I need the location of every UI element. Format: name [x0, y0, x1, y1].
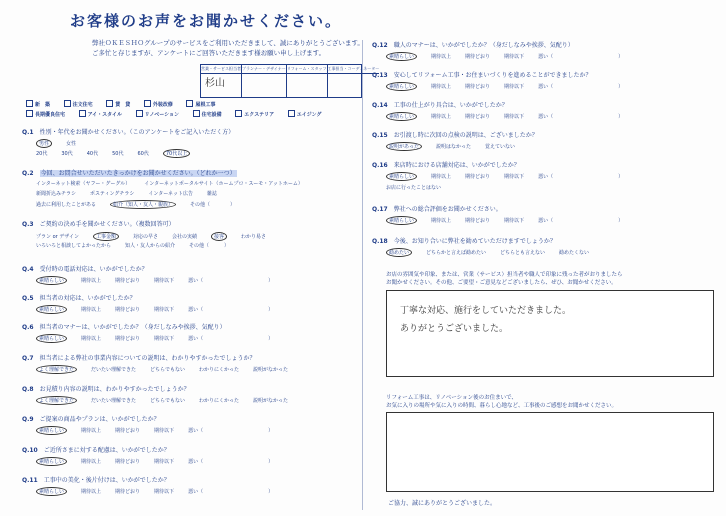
- rating-option[interactable]: 素晴らしい: [36, 276, 67, 285]
- rating-option[interactable]: 期待以上: [431, 218, 452, 224]
- question-q8: Q.8 お見積り内容の説明は、わかりやすかったでしょうか？: [22, 386, 190, 393]
- intro-text: 弊社ＯＫＥＳＨＯグループのサービスをご利用いただきまして、誠にありがとうございます。 ご多忙と存じますが、アンケートにご回答いただきます様お願い申し上げます。: [92, 39, 364, 57]
- rating-option[interactable]: だいたい理解できた: [91, 398, 137, 404]
- checkbox[interactable]: [186, 100, 193, 107]
- rating-options: [386, 172, 637, 181]
- category-checkboxes: 新 築 注文住宅 賃 貸 外装改修 屋根工事 長期優良住宅 アイ・スタイル リノベーション 住宅設備 エクステリア エイジング: [26, 100, 334, 120]
- rating-option[interactable]: 期待以上: [431, 84, 452, 90]
- rating-option[interactable]: 期待以上: [81, 307, 102, 313]
- comment1-handwriting-1: 丁寧な対応、施行をしていただきました。: [400, 306, 572, 316]
- rating-option[interactable]: 期待どおり: [465, 218, 491, 224]
- q2-row-2: 新聞折込みチラシ ポスティングチラシ インターネット広告 雑誌: [36, 191, 217, 197]
- rating-option[interactable]: 期待以上: [81, 278, 102, 284]
- q1-ages: 20代 30代 40代 50代 60代 70代以上: [36, 149, 204, 158]
- rating-option[interactable]: 悪い（ ）: [538, 114, 624, 120]
- rating-option[interactable]: 悪い（ ）: [188, 428, 274, 434]
- column-divider: [362, 40, 363, 510]
- rating-options: [36, 334, 287, 343]
- question-q18: Q.18 今後、お知り合いに弊社を勧めていただけますでしょうか？: [372, 238, 556, 245]
- checkbox[interactable]: [144, 100, 151, 107]
- rating-option[interactable]: 期待以上: [431, 114, 452, 120]
- question-q11: Q.11 工事中の美化・後片付けは、いかがでしたか？: [22, 477, 170, 484]
- question-q3: Q.3 ご契約の決め手を聞かせください。（複数回答可）: [22, 221, 175, 228]
- rating-option[interactable]: どちらでもない: [150, 398, 185, 404]
- staff-table: 営業・サービス担当者 杉山 プランナー・デザイナー リフォーム・スタッフ 工事担当・コーディネーター: [200, 64, 362, 98]
- rating-option[interactable]: 期待どおり: [115, 489, 141, 495]
- question-q12: Q.12 職人のマナーは、いかがでしたか？（身だしなみや挨拶、気配り）: [372, 42, 574, 49]
- rating-option[interactable]: よく理解できた: [36, 365, 77, 374]
- rating-option[interactable]: 悪い（ ）: [538, 84, 624, 90]
- question-q9: Q.9 ご提案の商品やプランは、いかがでしたか？: [22, 416, 160, 423]
- rating-option[interactable]: どちらでもない: [150, 367, 185, 373]
- rating-option[interactable]: 素晴らしい: [386, 216, 417, 225]
- question-q2: Q.2 今回、お問合せいただいたきっかけをお聞かせください。（どれか一つ）: [22, 170, 236, 177]
- question-q5: Q.5 担当者の対応は、いかがでしたか？: [22, 295, 136, 302]
- rating-option[interactable]: 素晴らしい: [386, 172, 417, 181]
- rating-option[interactable]: どちらとも言えない: [500, 250, 546, 256]
- question-q7: Q.7 担当者による弊社の事業内容についての説明は、わかりやすかったでしょうか？: [22, 355, 256, 362]
- rating-option[interactable]: 期待どおり: [115, 278, 141, 284]
- rating-option[interactable]: 悪い（ ）: [538, 174, 624, 180]
- rating-option[interactable]: 悪い（ ）: [538, 54, 624, 60]
- rating-option[interactable]: 勧めたくない: [559, 250, 590, 256]
- rating-option[interactable]: わかりにくかった: [198, 398, 239, 404]
- rating-option[interactable]: 期待以下: [154, 336, 175, 342]
- rating-option[interactable]: どちらかと言えば勧めたい: [426, 250, 487, 256]
- rating-option[interactable]: 説明はなかった: [435, 144, 471, 150]
- rating-options: [36, 365, 302, 374]
- rating-option[interactable]: 悪い（ ）: [188, 307, 274, 313]
- rating-option[interactable]: 期待以下: [154, 459, 175, 465]
- question-q13: Q.13 安心してリフォーム工事・お住まいづくりを進めることができましたか？: [372, 72, 592, 79]
- rating-option[interactable]: 期待以上: [81, 336, 102, 342]
- rating-option[interactable]: 期待どおり: [465, 174, 491, 180]
- rating-option[interactable]: 悪い（ ）: [188, 278, 274, 284]
- question-q4: Q.4 受付時の電話対応は、いかがでしたか？: [22, 266, 148, 273]
- q2-row-3: 過去に利用したことがある 紹介（知人・友人・親族） その他（ ）: [36, 202, 236, 208]
- rating-option[interactable]: 期待以下: [154, 489, 175, 495]
- rating-option[interactable]: 覚えていない: [484, 144, 515, 150]
- rating-option[interactable]: 素晴らしい: [36, 334, 67, 343]
- rating-options: [36, 487, 287, 496]
- question-q10: Q.10 ご近所さまに対する配慮は、いかがでしたか？: [22, 447, 170, 454]
- rating-option[interactable]: わかりにくかった: [198, 367, 239, 373]
- rating-option[interactable]: だいたい理解できた: [91, 367, 137, 373]
- rating-option[interactable]: 期待どおり: [115, 459, 141, 465]
- question-q17: Q.17 弊社への総合評価をお聞かせください。: [372, 206, 502, 213]
- rating-option[interactable]: 期待以下: [504, 218, 525, 224]
- rating-options: [36, 426, 287, 435]
- rating-option[interactable]: 期待以上: [431, 174, 452, 180]
- footer-thanks: ご協力、誠にありがとうございました。: [388, 500, 497, 507]
- rating-options: [36, 396, 302, 405]
- rating-options: [386, 248, 603, 257]
- rating-option[interactable]: 素晴らしい: [36, 426, 67, 435]
- page-title: お客様のお声をお聞かせください。: [70, 12, 343, 30]
- checkbox[interactable]: [26, 110, 33, 117]
- rating-options: [36, 457, 287, 466]
- rating-option[interactable]: 期待以下: [504, 174, 525, 180]
- rating-option[interactable]: 悪い（ ）: [188, 489, 274, 495]
- rating-options: [36, 305, 287, 314]
- rating-option[interactable]: 期待どおり: [465, 114, 491, 120]
- checkbox[interactable]: [288, 110, 295, 117]
- comment2-prompt: リフォーム工事は、リノベーション後のお住まいで、 お気に入りの場所や気に入りの時間、暮らし心地など、工事後のご感想をお聞かせください。: [386, 395, 618, 409]
- rating-option[interactable]: 期待以上: [81, 428, 102, 434]
- rating-option[interactable]: 素晴らしい: [36, 487, 67, 496]
- rating-option[interactable]: 悪い（ ）: [188, 336, 274, 342]
- checkbox[interactable]: [235, 110, 242, 117]
- rating-option[interactable]: 期待以下: [154, 278, 175, 284]
- rating-option[interactable]: 期待以下: [154, 428, 175, 434]
- checkbox[interactable]: [79, 110, 86, 117]
- comment1-prompt: お店の雰囲気や印象、または、営業（サービス）担当者や職人で印象に残った者がおりましたら お聞かせください。その他、ご要望・ご意見などございましたら、ぜひ、お聞かせください。: [386, 272, 623, 286]
- rating-option[interactable]: 期待以下: [154, 307, 175, 313]
- question-q6: Q.6 担当者のマナーは、いかがでしたか？（身だしなみや挨拶、気配り）: [22, 324, 226, 331]
- rating-option[interactable]: 悪い（ ）: [538, 218, 624, 224]
- question-q1: Q.1 性別・年代をお聞かせください。（このアンケートをご記入いただく方）: [22, 129, 235, 136]
- checkbox[interactable]: [136, 110, 143, 117]
- question-q14: Q.14 工事の仕上がり具合は、いかがでしたか？: [372, 102, 508, 109]
- rating-options: [386, 112, 637, 121]
- rating-option[interactable]: 期待どおり: [465, 54, 491, 60]
- rating-option[interactable]: 素晴らしい: [36, 457, 67, 466]
- q1-gender: 男性 女性: [36, 139, 90, 148]
- rating-option[interactable]: 素晴らしい: [36, 305, 67, 314]
- q2-row-1: インターネット検索（ヤフー・グーグル） インターネットポータルサイト（ホームプロ・スーモ・アットホーム）: [36, 181, 303, 187]
- q3-row-2: いろいろと相談してよかったから 知人・友人からの紹介 その他（ ）: [36, 243, 230, 249]
- rating-option[interactable]: 説明があった: [386, 142, 422, 151]
- rating-option[interactable]: 期待以下: [504, 114, 525, 120]
- rating-option[interactable]: 期待以下: [504, 84, 525, 90]
- rating-options: [386, 82, 637, 91]
- q3-row-1: プラン or デザイン 工事金額 対応の早さ 会社の実績 接客 わかり易さ: [36, 234, 267, 240]
- rating-option[interactable]: 勧めたい: [386, 248, 412, 257]
- question-q16: Q.16 来店時における店舗対応は、いかがでしたか？: [372, 162, 520, 169]
- checkbox[interactable]: [26, 100, 33, 107]
- rating-option[interactable]: 期待以上: [431, 54, 452, 60]
- rating-options: [386, 52, 637, 61]
- rating-option[interactable]: 素晴らしい: [386, 112, 417, 121]
- rating-options: [36, 276, 287, 285]
- rating-option[interactable]: よく理解できた: [36, 396, 77, 405]
- checkbox[interactable]: [64, 100, 71, 107]
- q16-extra-option[interactable]: お店に行ったことはない: [386, 185, 442, 191]
- rating-option[interactable]: 期待どおり: [465, 84, 491, 90]
- rating-option[interactable]: 説明がなかった: [253, 367, 289, 373]
- comment1-handwriting-2: ありがとうございました。: [400, 324, 509, 334]
- rating-option[interactable]: 素晴らしい: [386, 52, 417, 61]
- rating-options: [386, 216, 637, 225]
- rating-option[interactable]: 期待以上: [81, 489, 102, 495]
- rating-option[interactable]: 期待どおり: [115, 336, 141, 342]
- rating-options: [386, 142, 529, 151]
- checkbox[interactable]: [193, 110, 200, 117]
- question-q15: Q.15 お引渡し時に次回の点検の説明は、ございましたか？: [372, 132, 538, 139]
- rating-option[interactable]: 期待以上: [81, 459, 102, 465]
- rating-option[interactable]: 悪い（ ）: [188, 459, 274, 465]
- checkbox[interactable]: [106, 100, 113, 107]
- rating-option[interactable]: 期待どおり: [115, 428, 141, 434]
- rating-option[interactable]: 期待どおり: [115, 307, 141, 313]
- rating-option[interactable]: 期待以下: [504, 54, 525, 60]
- rating-option[interactable]: 説明がなかった: [253, 398, 289, 404]
- staff-signature: 杉山: [205, 78, 225, 89]
- comment2-box[interactable]: [386, 412, 714, 492]
- rating-option[interactable]: 素晴らしい: [386, 82, 417, 91]
